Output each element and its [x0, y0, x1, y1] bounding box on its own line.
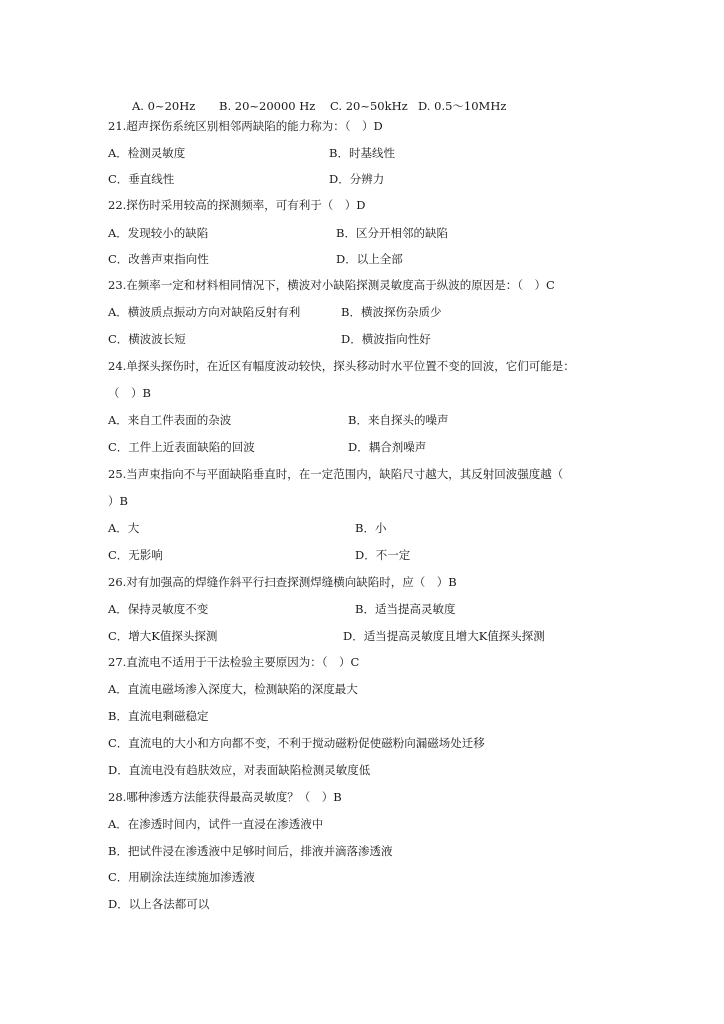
q22-option-d: D．以上全部: [336, 252, 403, 266]
q21-option-b: B．时基线性: [329, 146, 395, 160]
q24-option-b: B．来自探头的噪声: [348, 413, 449, 427]
q21-option-c: C．垂直线性: [108, 172, 175, 186]
q27-option-d: D．直流电没有趋肤效应，对表面缺陷检测灵敏度低: [108, 763, 371, 777]
q25-option-c: C．无影响: [108, 548, 163, 562]
q20-option-b: B. 20~20000 Hz: [219, 99, 316, 113]
q22-option-b: B．区分开相邻的缺陷: [336, 226, 448, 240]
q26-stem: 26.对有加强高的焊缝作斜平行扫查探测焊缝横向缺陷时，应（ ）B: [108, 575, 457, 589]
q20-option-a: A. 0~20Hz: [132, 99, 196, 113]
q27-option-a: A．直流电磁场渗入深度大，检测缺陷的深度最大: [108, 682, 358, 696]
q23-option-b: B．横波探伤杂质少: [341, 305, 442, 319]
q21-option-a: A．检测灵敏度: [108, 146, 186, 160]
q26-option-b: B．适当提高灵敏度: [355, 602, 456, 616]
q28-option-d: D．以上各法都可以: [108, 897, 210, 911]
q27-stem: 27.直流电不适用于干法检验主要原因为：（ ）C: [108, 655, 360, 669]
q23-stem: 23.在频率一定和材料相同情况下，横波对小缺陷探测灵敏度高于纵波的原因是：（ ）C: [108, 278, 555, 292]
q28-stem: 28.哪种渗透方法能获得最高灵敏度？（ ）B: [108, 790, 342, 804]
q24-option-d: D．耦合剂噪声: [348, 440, 427, 454]
q25-stem: 25.当声束指向不与平面缺陷垂直时，在一定范围内，缺陷尺寸越大，其反射回波强度越（: [108, 467, 564, 481]
q24-option-c: C．工件上近表面缺陷的回波: [108, 440, 255, 454]
q24-stem: 24.单探头探伤时，在近区有幅度波动较快，探头移动时水平位置不变的回波，它们可能是：: [108, 359, 575, 373]
q23-option-a: A．横波质点振动方向对缺陷反射有利: [108, 305, 301, 319]
q24-stem-continued: （ ）B: [108, 386, 151, 400]
q22-option-c: C．改善声束指向性: [108, 252, 209, 266]
q22-option-a: A．发现较小的缺陷: [108, 226, 209, 240]
q28-option-b: B．把试件浸在渗透液中足够时间后，排液并滴落渗透液: [108, 844, 393, 858]
q21-stem: 21.超声探伤系统区别相邻两缺陷的能力称为：（ ）D: [108, 119, 383, 133]
q24-option-a: A．来自工件表面的杂波: [108, 413, 232, 427]
q21-option-d: D．分辨力: [329, 172, 385, 186]
q26-option-a: A．保持灵敏度不变: [108, 602, 209, 616]
q25-option-b: B．小: [355, 521, 387, 535]
q26-option-c: C．增大K值探头探测: [108, 629, 218, 643]
q27-option-b: B．直流电剩磁稳定: [108, 709, 209, 723]
q23-option-d: D．横波指向性好: [341, 332, 431, 346]
q20-option-c: C. 20~50kHz: [330, 99, 408, 113]
q28-option-c: C．用刷涂法连续施加渗透液: [108, 870, 255, 884]
q20-option-d: D. 0.5～10MHz: [418, 99, 507, 113]
q23-option-c: C．横波波长短: [108, 332, 186, 346]
q25-option-d: D．不一定: [355, 548, 411, 562]
q22-stem: 22.探伤时采用较高的探测频率，可有利于（ ）D: [108, 198, 366, 212]
q28-option-a: A．在渗透时间内，试件一直浸在渗透液中: [108, 817, 324, 831]
q25-option-a: A．大: [108, 521, 140, 535]
q25-stem-continued: ）B: [108, 494, 128, 508]
q27-option-c: C．直流电的大小和方向都不变，不利于搅动磁粉促使磁粉向漏磁场处迁移: [108, 736, 485, 750]
q26-option-d: D．适当提高灵敏度且增大K值探头探测: [343, 629, 545, 643]
